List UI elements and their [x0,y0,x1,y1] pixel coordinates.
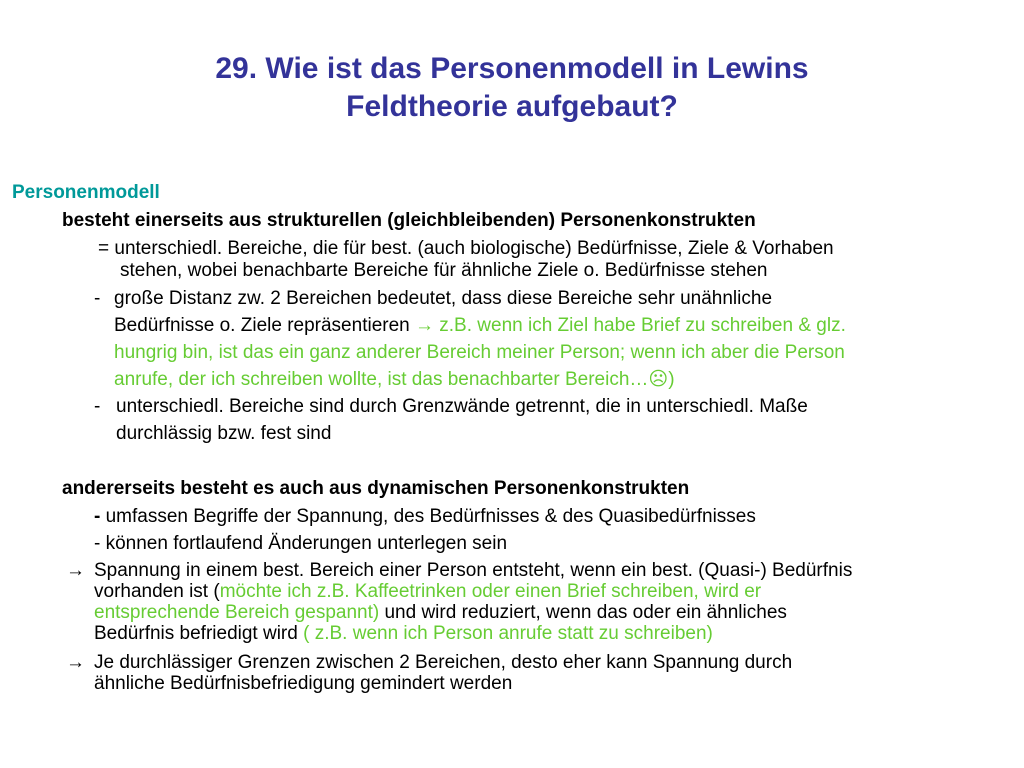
slide-title-line2: Feldtheorie aufgebaut? [346,90,678,123]
structural-bullet1-line2-text: Bedürfnisse o. Ziele repräsentieren [114,315,415,336]
dynamic-bullet2: - können fortlaufend Änderungen unterlegen sein [94,533,508,554]
slide-title-line1: 29. Wie ist das Personenmodell in Lewins [215,52,809,85]
structural-bullet1-line4: anrufe, der ich schreiben wollte, ist das benachbarter Bereich…☹) [114,369,675,390]
tension-line1: Spannung in einem best. Bereich einer Person entsteht, wenn ein best. (Quasi-) Bedürfnis [94,560,853,581]
tension-line4-text: Bedürfnis befriedigt wird [94,623,298,644]
structural-bullet2-line2: durchlässig bzw. fest sind [116,423,332,444]
tension-line4 [94,623,713,645]
structural-bullet1-example: z.B. wenn ich Ziel habe Brief zu schreiben & glz. [434,315,846,336]
structural-bullet1-line1: große Distanz zw. 2 Bereichen bedeutet, dass diese Bereiche sehr unähnliche [114,288,773,309]
dynamic-heading: andererseits besteht es auch aus dynamischen Personenkonstrukten [62,478,690,499]
boundary-line2: ähnliche Bedürfnisbefriedigung gemindert werden [94,673,513,694]
tension-example-3: ( z.B. wenn ich Person anrufe statt zu schreiben) [297,623,713,644]
tension-example-1: möchte ich z.B. Kaffeetrinken oder einen Brief schreiben, wird er [219,581,762,602]
section-heading: Personenmodell [12,182,160,203]
dynamic-bullet1-text: umfassen Begriffe der Spannung, des Bedürfnisses & des Quasibedürfnisses [100,506,756,527]
tension-example-2: entsprechende Bereich gespannt) [94,602,380,623]
arrow-right-icon: → [66,560,85,581]
structural-bullet1-line3: hungrig bin, ist das ein ganz anderer Bereich meiner Person; wenn ich aber die Person [114,342,845,363]
structural-definition-line2: stehen, wobei benachbarte Bereiche für ähnliche Ziele o. Bedürfnisse stehen [120,260,768,281]
arrow-right-icon: → [415,315,434,336]
slide-title [0,50,1024,126]
structural-definition-line1: = unterschiedl. Bereiche, die für best. (auch biologische) Bedürfnisse, Ziele & Vorhaben [98,238,834,259]
dynamic-bullet1-dash: - [94,506,101,527]
tension-line2 [94,581,761,603]
structural-bullet1-line2 [114,315,846,337]
structural-bullet2-line1: unterschiedl. Bereiche sind durch Grenzwände getrennt, die in unterschiedl. Maße [116,396,808,417]
dynamic-bullet1 [94,506,756,528]
structural-heading: besteht einerseits aus strukturellen (gleichbleibenden) Personenkonstrukten [62,210,756,231]
structural-bullet1-dash: - [94,288,101,309]
arrow-right-icon: → [66,652,85,673]
tension-line3-text: und wird reduziert, wenn das oder ein ähnliches [379,602,787,623]
tension-line3 [94,602,787,624]
structural-bullet2-dash: - [94,396,101,417]
tension-line2-text: vorhanden ist ( [94,581,220,602]
boundary-line1: Je durchlässiger Grenzen zwischen 2 Bereichen, desto eher kann Spannung durch [94,652,793,673]
